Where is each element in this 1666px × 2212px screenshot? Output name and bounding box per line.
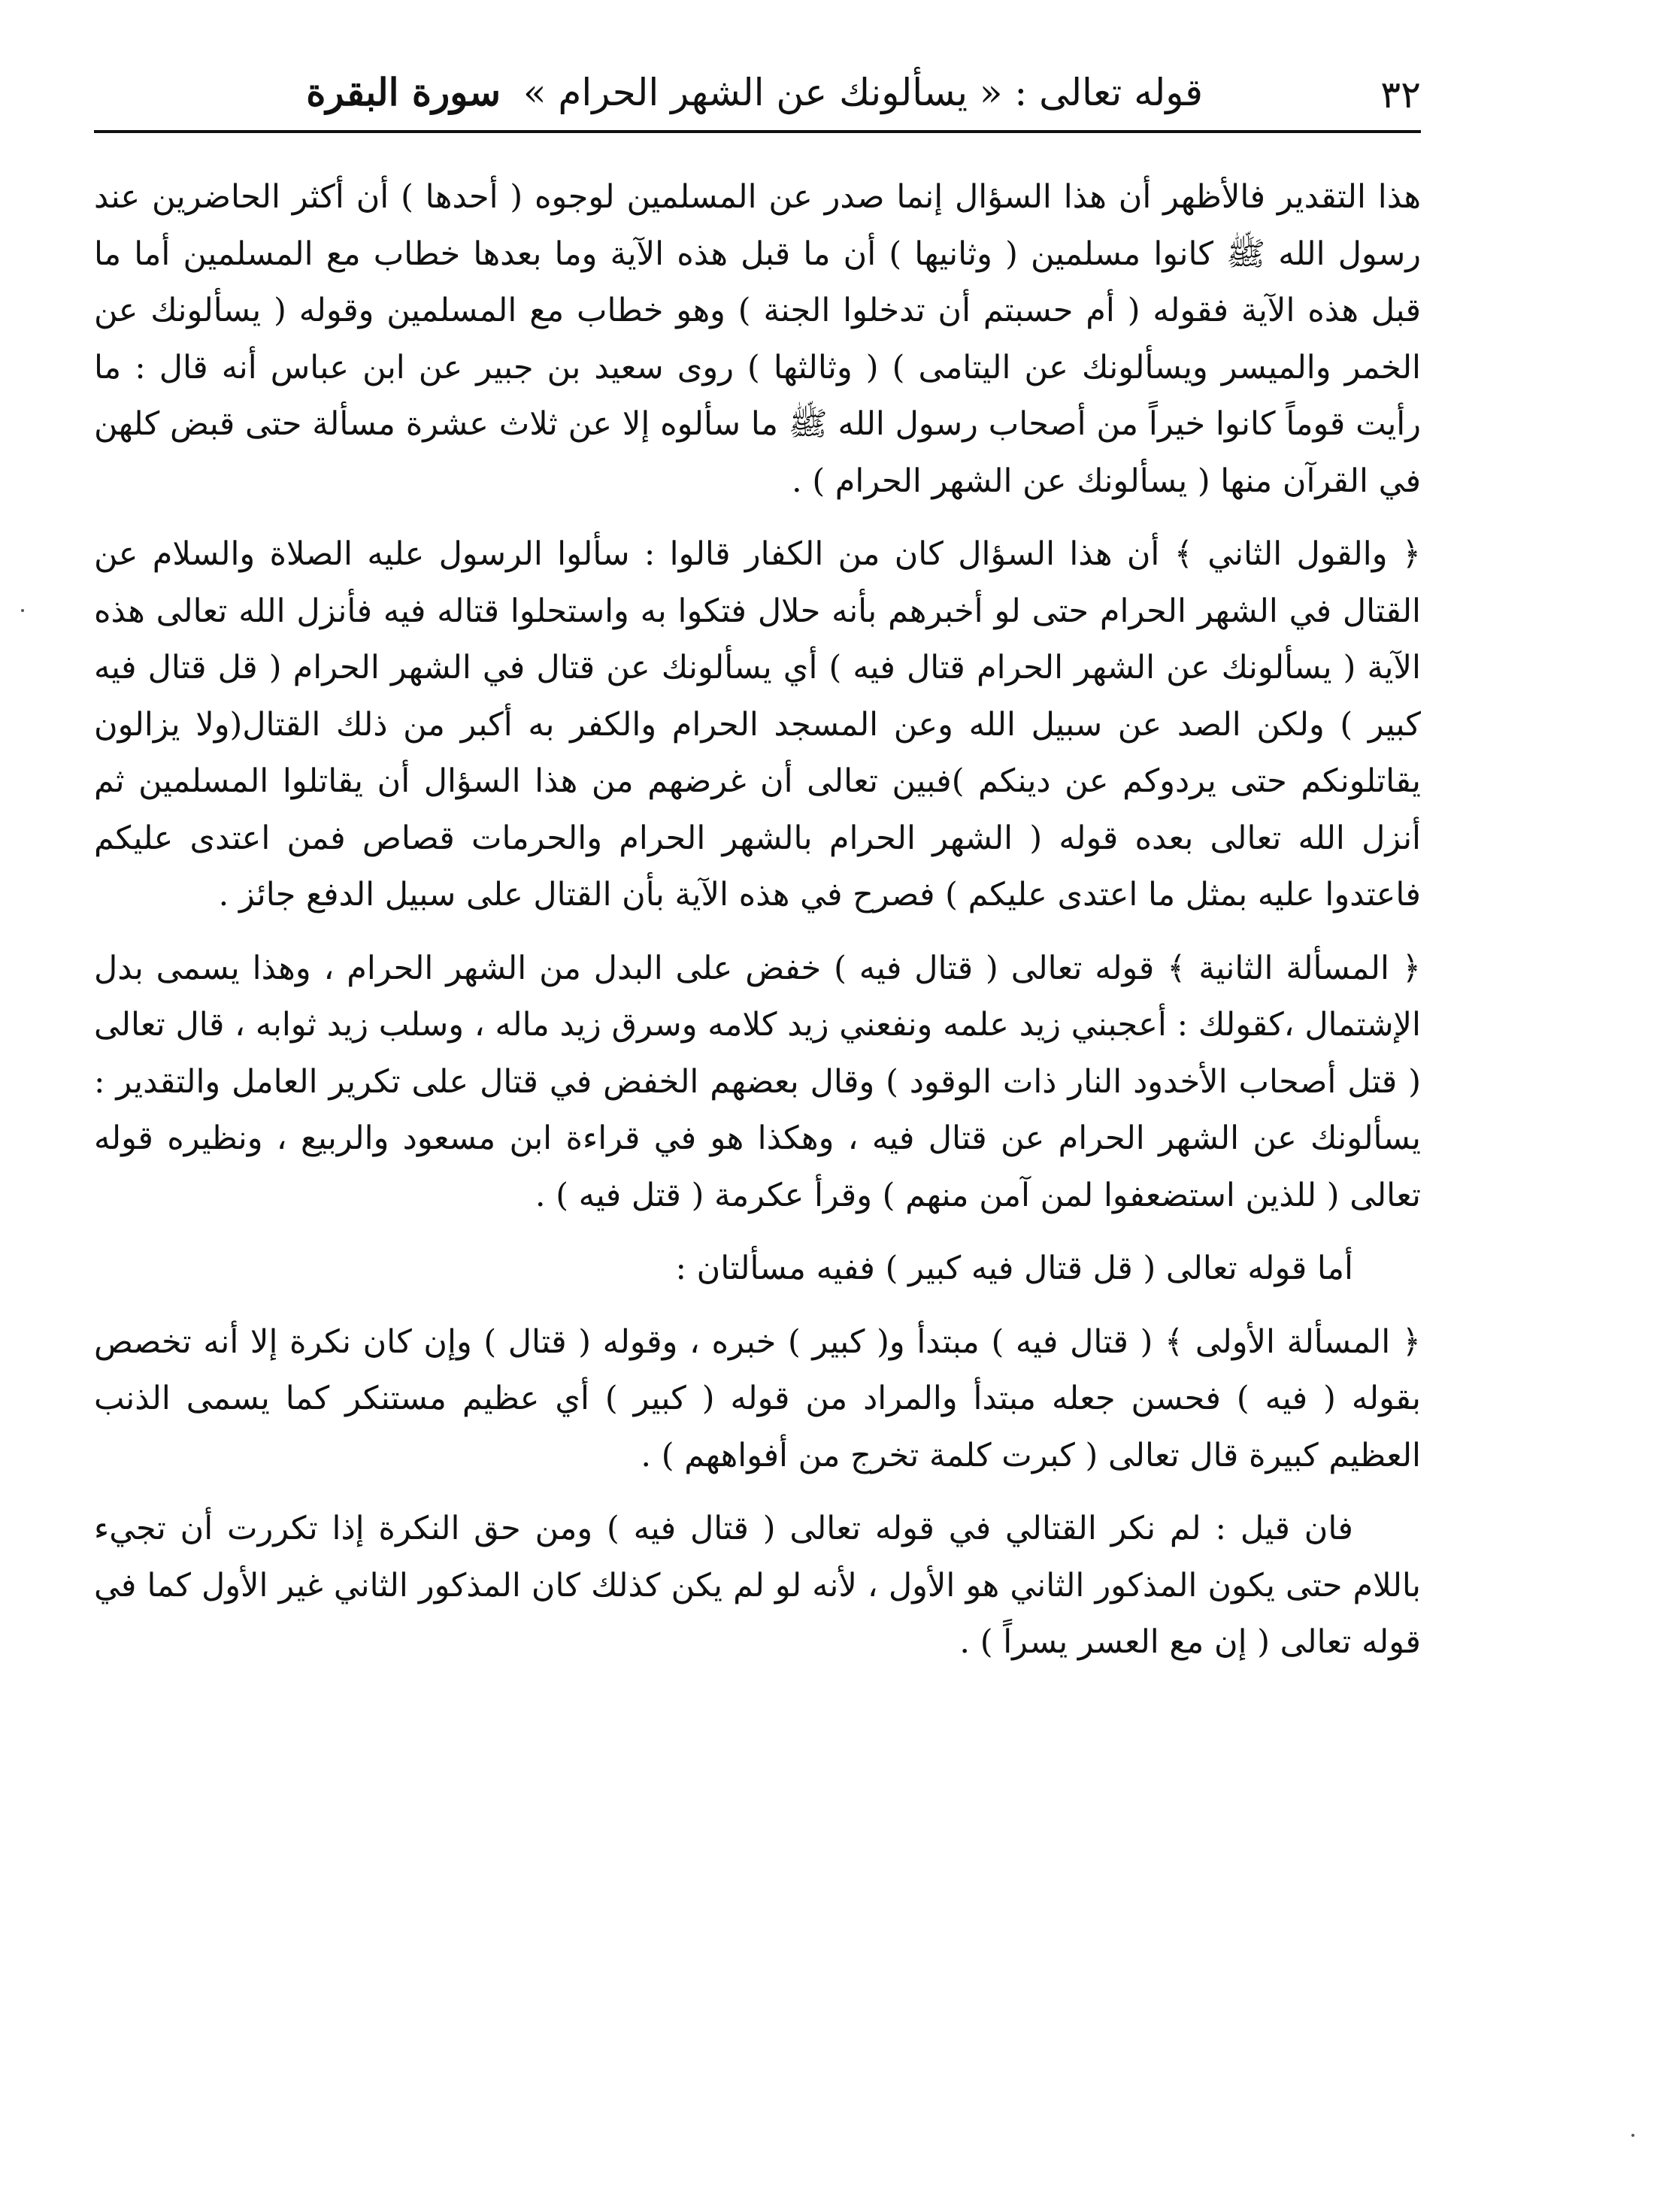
paragraph-4: أما قوله تعالى ( قل قتال فيه كبير ) ففيه مسألتان : [675, 1250, 1353, 1287]
paragraph-1: هذا التقدير فالأظهر أن هذا السؤال إنما صدر عن المسلمين لوجوه ( أحدها ) أن أكثر الحاضرين عند رسول الله ﷺ كانوا مسلمين ( وثانيها ) أن ما قبل هذه الآية وما بعدها خطاب مع المسلمين أما ما قبل هذه الآية فقوله ( أم حسبتم أن تدخلوا الجنة ) وهو خطاب مع المسلمين وقوله ( يسألونك عن الخمر والميسر ويسألونك عن اليتامى ) ( وثالثها ) روى سعيد بن جبير عن ابن عباس أنه قال : ما رأيت قوماً كانوا خيراً من أصحاب رسول الله ﷺ ما سألوه إلا عن ثلاث عشرة مسألة حتى قبض كلهن في القرآن منها ( يسألونك عن الشهر الحرام ) . [94, 178, 1421, 500]
body-text [94, 169, 1421, 1688]
paragraph-3: ﴿ المسألة الثانية ﴾ قوله تعالى ( قتال فيه ) خفض على البدل من الشهر الحرام ، وهذا يسمى بدل الإشتمال ،كقولك : أعجبني زيد علمه ونفعني زيد كلامه وسرق زيد ماله ، وسلب زيد ثوابه ، قال تعالى ( قتل أصحاب الأخدود النار ذات الوقود ) وقال بعضهم الخفض في قتال على تكرير العامل والتقدير : يسألونك عن الشهر الحرام عن قتال فيه ، وهكذا هو في قراءة ابن مسعود والربيع ، ونظيره قوله تعالى ( للذين استضعفوا لمن آمن منهم ) وقرأ عكرمة ( قتل فيه ) . [94, 949, 1421, 1214]
paragraph-6: فان قيل : لم نكر القتالي في قوله تعالى ( قتال فيه ) ومن حق النكرة إذا تكررت أن تجيء باللام حتى يكون المذكور الثاني هو الأول ، لأنه لو لم يكن كذلك كان المذكور الثاني غير الأول كما في قوله تعالى ( إن مع العسر يسراً ) . [94, 1510, 1421, 1661]
running-header [94, 62, 1421, 133]
paragraph-5: ﴿ المسألة الأولى ﴾ ( قتال فيه ) مبتدأ و( كبير ) خبره ، وقوله ( قتال ) وإن كان نكرة إلا أنه تخصص بقوله ( فيه ) فحسن جعله مبتدأ والمراد من قوله ( كبير ) أي عظيم مستنكر كما يسمى الذنب العظيم كبيرة قال تعالى ( كبرت كلمة تخرج من أفواههم ) . [94, 1323, 1421, 1474]
header-title [306, 68, 1203, 117]
scan-speck [21, 609, 24, 612]
header-surah-name: سورة البقرة [306, 70, 501, 114]
paragraph-2: ﴿ والقول الثاني ﴾ أن هذا السؤال كان من الكفار قالوا : سألوا الرسول عليه الصلاة والسلام عن القتال في الشهر الحرام حتى لو أخبرهم بأنه حلال فتكوا به واستحلوا قتاله فيه فأنزل الله تعالى هذه الآية ( يسألونك عن الشهر الحرام قتال فيه ) أي يسألونك عن قتال في الشهر الحرام ( قل قتال فيه كبير ) ولكن الصد عن سبيل الله وعن المسجد الحرام والكفر به أكبر من ذلك القتال(ولا يزالون يقاتلونكم حتى يردوكم عن دينكم )فبين تعالى أن غرضهم من هذا السؤال أن يقاتلوا المسلمين ثم أنزل الله تعالى بعده قوله ( الشهر الحرام بالشهر الحرام والحرمات قصاص فمن اعتدى عليكم فاعتدوا عليه بمثل ما اعتدى عليكم ) فصرح في هذه الآية بأن القتال على سبيل الدفع جائز . [94, 535, 1421, 914]
page-number: ٣٢ [1380, 73, 1421, 117]
header-verse-title: قوله تعالى : « يسألونك عن الشهر الحرام » [523, 71, 1203, 114]
header-rule [94, 130, 1421, 133]
scan-speck [1631, 2134, 1634, 2137]
